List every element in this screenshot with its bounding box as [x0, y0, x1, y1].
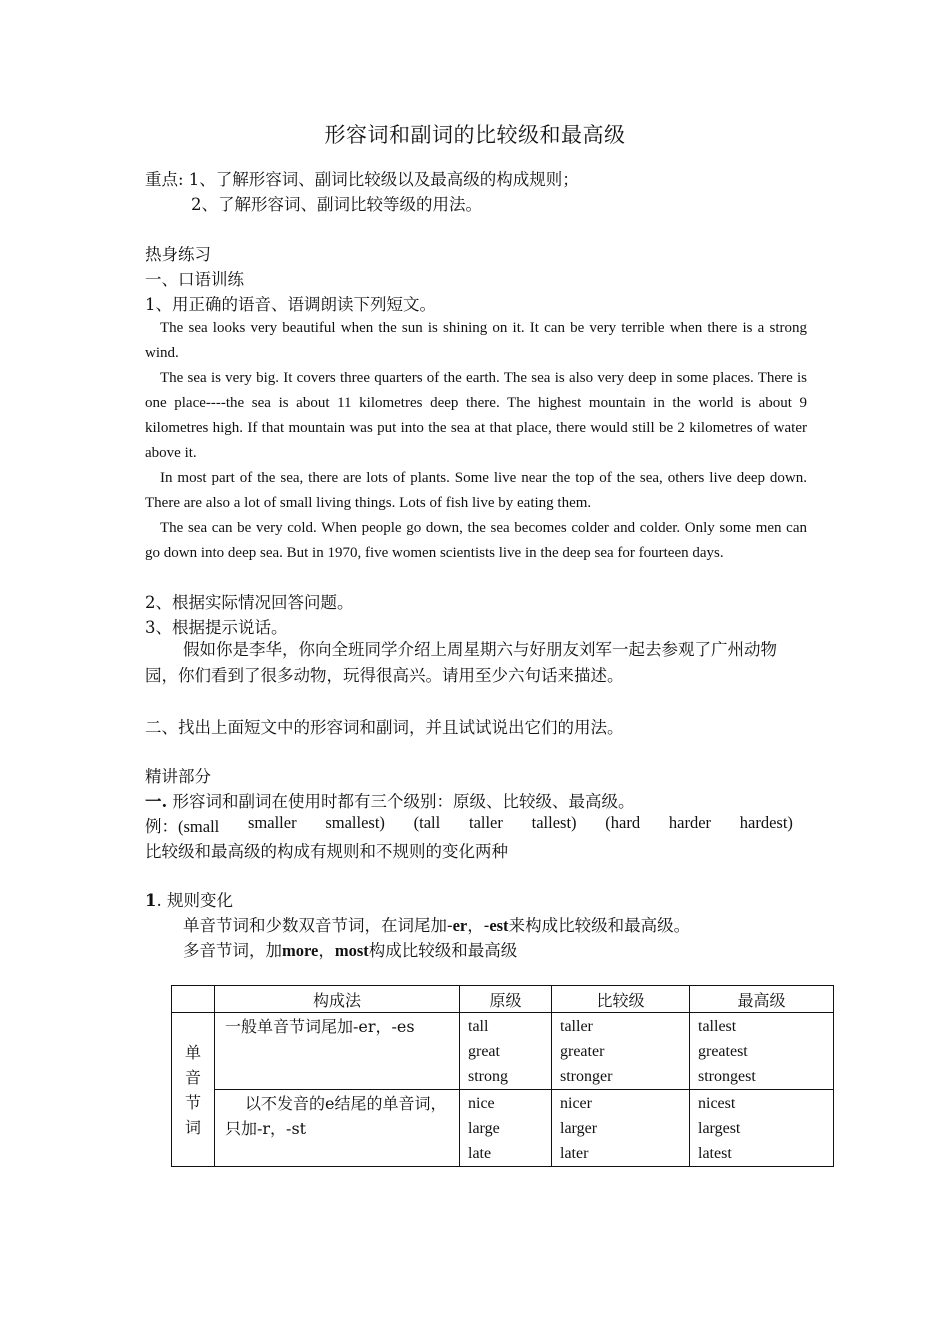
rule-text: 单音节词和少数双音节词，在词尾加-	[183, 916, 453, 935]
word: nice	[468, 1095, 495, 1112]
section-2-heading: 二、找出上面短文中的形容词和副词，并且试试说出它们的用法。	[145, 718, 624, 737]
example-item: 例：(small	[145, 817, 220, 836]
rule-1-line-2	[183, 937, 517, 961]
rule-1-line-1	[183, 912, 690, 936]
word: strong	[468, 1068, 508, 1085]
superlative-cell	[690, 1090, 834, 1167]
table-header-empty	[172, 986, 215, 1013]
rule-1-heading	[145, 887, 233, 911]
lecture-point-1	[145, 788, 635, 812]
word: greater	[560, 1043, 605, 1060]
rule-title: . 规则变化	[156, 891, 233, 910]
word: largest	[698, 1120, 741, 1137]
reading-paragraph-1: The sea looks very beautiful when the sun is shining on it. It can be very terrible when there is a strong wind.	[145, 320, 807, 361]
word: large	[468, 1120, 500, 1137]
rule-suffix-er: er	[452, 916, 468, 935]
table-header-comparative: 比较级	[552, 986, 690, 1013]
method-cell: 一般单音节词尾加-er，-es	[215, 1013, 460, 1090]
rule-word-most: most	[334, 941, 369, 960]
reading-paragraph-3: In most part of the sea, there are lots of plants. Some live near the top of the sea, others live deep down. There are also a lot of small living things. Lots of fish live by eating them.	[145, 470, 807, 511]
example-item: tallest)	[531, 813, 577, 832]
table-row	[172, 1013, 834, 1090]
method-cell: 以不发音的e结尾的单音词，只加-r，-st	[215, 1090, 460, 1167]
word: later	[560, 1145, 589, 1162]
task-1: 1、用正确的语音、语调朗读下列短文。	[145, 295, 436, 314]
rule-text: ，	[318, 941, 335, 960]
example-item: hardest)	[739, 813, 793, 832]
reading-paragraph-2: The sea is very big. It covers three quarters of the earth. The sea is also very deep in some places. There is one place----the sea is about 11 kilometres deep there. The highest mountain in the world is about 9 kilometres high. If that mountain was put into the sea at that place, there would still be 2 kilometres of water above it.	[145, 370, 807, 461]
side-label-char: 音	[184, 1067, 201, 1087]
example-item: taller	[468, 813, 503, 832]
comparison-table	[171, 985, 834, 1167]
key-points-line1: 重点: 1、了解形容词、副词比较级以及最高级的构成规则；	[145, 170, 579, 189]
rule-number: 1	[145, 891, 157, 910]
word: taller	[560, 1018, 593, 1035]
example-item: smaller	[248, 813, 297, 832]
task-2: 2、根据实际情况回答问题。	[145, 593, 354, 612]
example-line	[145, 813, 793, 837]
example-item: harder	[668, 813, 712, 832]
change-types: 比较级和最高级的构成有规则和不规则的变化两种	[145, 842, 508, 861]
rule-text: 多音节词，加	[183, 941, 282, 960]
superlative-cell	[690, 1013, 834, 1090]
comparative-cell	[552, 1013, 690, 1090]
table-header-superlative: 最高级	[690, 986, 834, 1013]
word: latest	[698, 1145, 732, 1162]
table-header-positive: 原级	[460, 986, 552, 1013]
word: late	[468, 1145, 492, 1162]
key-points-line2: 2、了解形容词、副词比较等级的用法。	[191, 195, 482, 214]
positive-cell	[460, 1013, 552, 1090]
side-label-char: 节	[184, 1092, 201, 1112]
example-item: (hard	[605, 813, 641, 832]
page-title: 形容词和副词的比较级和最高级	[324, 123, 626, 147]
word: nicer	[560, 1095, 592, 1112]
task-3-text: 假如你是李华，你向全班同学介绍上周星期六与好朋友刘军一起去参观了广州动物园，你们看到了很多动物，玩得很高兴。请用至少六句话来描述。	[145, 640, 777, 685]
example-item: smallest)	[325, 813, 385, 832]
rule-text: 来构成比较级和最高级。	[508, 916, 691, 935]
warmup-heading: 热身练习	[145, 245, 211, 264]
rule-suffix-est: est	[489, 916, 509, 935]
word: great	[468, 1043, 500, 1060]
table-header-method: 构成法	[215, 986, 460, 1013]
word: greatest	[698, 1043, 748, 1060]
word: larger	[560, 1120, 598, 1137]
positive-cell	[460, 1090, 552, 1167]
comparative-cell	[552, 1090, 690, 1167]
rule-text: 构成比较级和最高级	[368, 941, 518, 960]
side-label	[172, 1013, 215, 1167]
word: tall	[468, 1018, 489, 1035]
rule-word-more: more	[282, 941, 319, 960]
word: stronger	[560, 1068, 613, 1085]
point-number: 一.	[145, 792, 168, 811]
word: tallest	[698, 1018, 737, 1035]
rule-text: ，-	[467, 916, 490, 935]
table-header-row	[172, 986, 834, 1013]
table-row	[172, 1090, 834, 1167]
example-item: (tall	[413, 813, 441, 832]
reading-paragraph-4: The sea can be very cold. When people go down, the sea becomes colder and colder. Only some men can go down into deep sea. But in 1970, five women scientists live in the deep sea for fourteen days.	[145, 520, 807, 561]
lecture-heading: 精讲部分	[145, 767, 211, 786]
point-text: 形容词和副词在使用时都有三个级别：原级、比较级、最高级。	[172, 792, 635, 811]
section-1-heading: 一、口语训练	[145, 270, 244, 289]
side-label-char: 词	[184, 1117, 201, 1137]
word: nicest	[698, 1095, 736, 1112]
task-3: 3、根据提示说话。	[145, 618, 288, 637]
word: strongest	[698, 1068, 756, 1085]
side-label-char: 单	[184, 1042, 201, 1062]
